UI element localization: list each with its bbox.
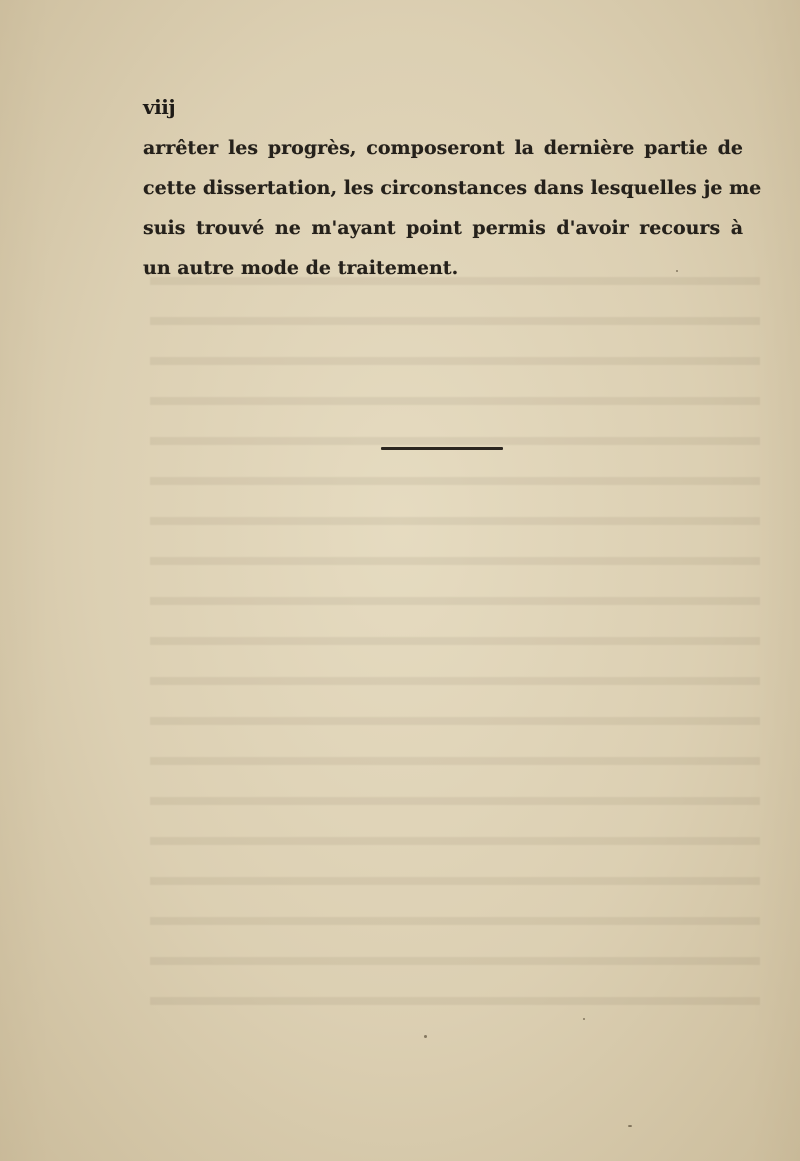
paper-speck (583, 1018, 585, 1020)
reverse-side-bleed-through (150, 255, 760, 1015)
body-text (143, 128, 762, 288)
section-divider-rule (381, 447, 503, 450)
text-line-1: arrêter les progrès, composeront la dernière partie de (143, 137, 743, 159)
text-line-2: cette dissertation, les circonstances dans lesquelles je me (143, 177, 762, 199)
text-line-3: suis trouvé ne m'ayant point permis d'avoir recours à (143, 217, 743, 239)
paper-speck (628, 1125, 632, 1127)
paper-speck (424, 1035, 427, 1038)
page-number: viij (143, 95, 176, 119)
paper-speck (676, 270, 678, 272)
text-line-4: un autre mode de traitement. (143, 257, 459, 279)
